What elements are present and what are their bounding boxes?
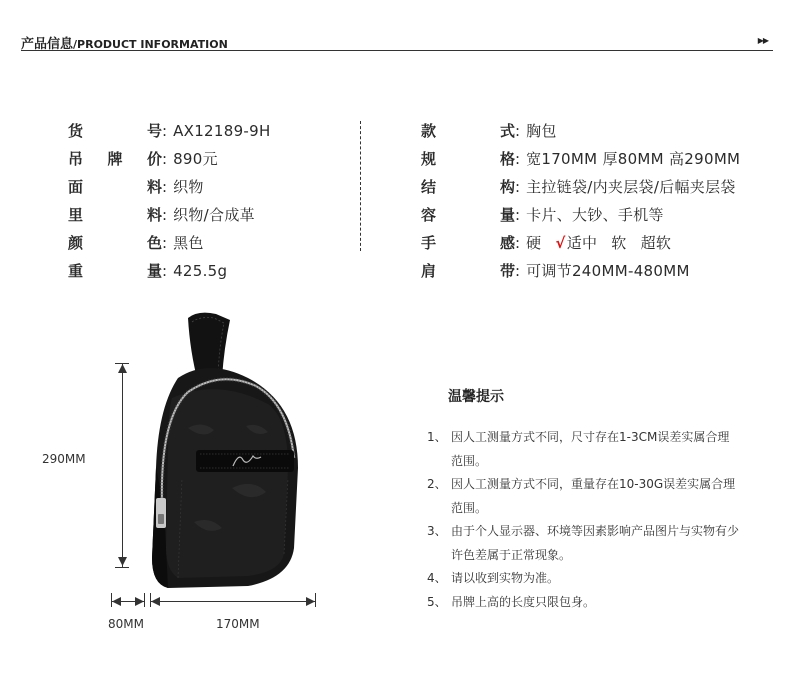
- spec-label: 结 构: [421, 178, 515, 196]
- dimension-cap: [315, 593, 316, 607]
- spec-row-capacity: 容 量 : 卡片、大钞、手机等: [421, 204, 740, 232]
- arrow-left-icon: [151, 597, 161, 606]
- spec-value: AX12189-9H: [173, 122, 271, 140]
- feel-option-medium-selected: 适中: [566, 234, 598, 252]
- list-item: 1、 因人工测量方式不同，尺寸存在1-3CM误差实属合理范围。: [427, 430, 730, 468]
- spec-value: 890元: [173, 150, 218, 168]
- spec-row-strap: 肩 带 : 可调节240MM-480MM: [421, 260, 740, 288]
- arrow-up-icon: [118, 364, 127, 374]
- product-photo: [138, 308, 318, 598]
- spec-label: 颜 色: [68, 234, 162, 252]
- arrow-right-icon: [305, 597, 315, 606]
- spec-row-structure: 结 构 : 主拉链袋/内夹层袋/后幅夹层袋: [421, 176, 740, 204]
- spec-label: 容 量: [421, 206, 515, 224]
- height-dimension-line: [122, 363, 123, 567]
- list-item: 5、 吊牌上高的长度只限包身。: [427, 594, 596, 609]
- spec-label: 货 号: [68, 122, 162, 140]
- feel-option-hard: 硬: [526, 234, 542, 252]
- list-item: 4、 请以收到实物为准。: [427, 571, 560, 585]
- dimension-cap: [144, 593, 145, 607]
- spec-label: 手 感: [421, 234, 515, 252]
- spec-label: 吊 牌 价: [68, 150, 162, 168]
- thickness-label: 80MM: [108, 617, 144, 631]
- spec-value: 胸包: [526, 122, 557, 140]
- spec-row-size: 规 格 : 宽170MM 厚80MM 高290MM: [421, 148, 740, 176]
- double-arrow-icon: ▶▶: [757, 36, 768, 45]
- tips-title: 温馨提示: [448, 389, 504, 405]
- spec-label: 重 量: [68, 262, 162, 280]
- feel-options: [526, 232, 685, 260]
- arrow-down-icon: [118, 557, 127, 567]
- spec-label: 规 格: [421, 150, 515, 168]
- spec-row-fabric: 面 料 : 织物: [68, 176, 271, 204]
- dimension-cap: [115, 567, 129, 568]
- section-title-cn: 产品信息: [21, 37, 74, 52]
- spec-row-weight: 重 量 : 425.5g: [68, 260, 271, 288]
- arrow-left-icon: [112, 597, 122, 606]
- spec-value: 425.5g: [173, 262, 228, 280]
- tips-list: [427, 426, 747, 614]
- spec-row-item-no: 货 号 : AX12189-9H: [68, 120, 271, 148]
- arrow-right-icon: [134, 597, 144, 606]
- spec-label: 面 料: [68, 178, 162, 196]
- check-mark-icon: √: [555, 234, 566, 252]
- spec-value: 主拉链袋/内夹层袋/后幅夹层袋: [526, 178, 736, 196]
- specs-right: [421, 120, 740, 288]
- spec-value: 织物: [173, 178, 204, 196]
- spec-value: 黑色: [173, 234, 204, 252]
- feel-option-extra-soft: 超软: [640, 234, 672, 252]
- list-item: 3、 由于个人显示器、环境等因素影响产品图片与实物有少许色差属于正常现象。: [427, 524, 740, 562]
- section-title-en: /PRODUCT INFORMATION: [73, 38, 228, 51]
- spec-value: 卡片、大钞、手机等: [526, 206, 664, 224]
- spec-value: 织物/合成革: [173, 206, 255, 224]
- spec-row-color: 颜 色 : 黑色: [68, 232, 271, 260]
- spec-value: 宽170MM 厚80MM 高290MM: [526, 150, 741, 168]
- width-dimension-line: [150, 601, 315, 602]
- width-label: 170MM: [216, 617, 260, 631]
- list-item: 2、 因人工测量方式不同，重量存在10-30G误差实属合理范围。: [427, 477, 736, 515]
- spec-row-lining: 里 料 : 织物/合成革: [68, 204, 271, 232]
- height-label: 290MM: [42, 452, 86, 466]
- spec-row-style: 款 式 : 胸包: [421, 120, 740, 148]
- specs-left: [68, 120, 271, 288]
- spec-value: 可调节240MM-480MM: [526, 262, 690, 280]
- spec-label: 款 式: [421, 122, 515, 140]
- header-divider: [21, 50, 773, 51]
- spec-row-tag-price: 吊 牌 价 : 890元: [68, 148, 271, 176]
- dashed-divider: [360, 121, 361, 251]
- spec-label: 里 料: [68, 206, 162, 224]
- feel-option-soft: 软: [611, 234, 627, 252]
- spec-label: 肩 带: [421, 262, 515, 280]
- spec-row-feel: 手 感 : 硬 √适中 软 超软: [421, 232, 740, 260]
